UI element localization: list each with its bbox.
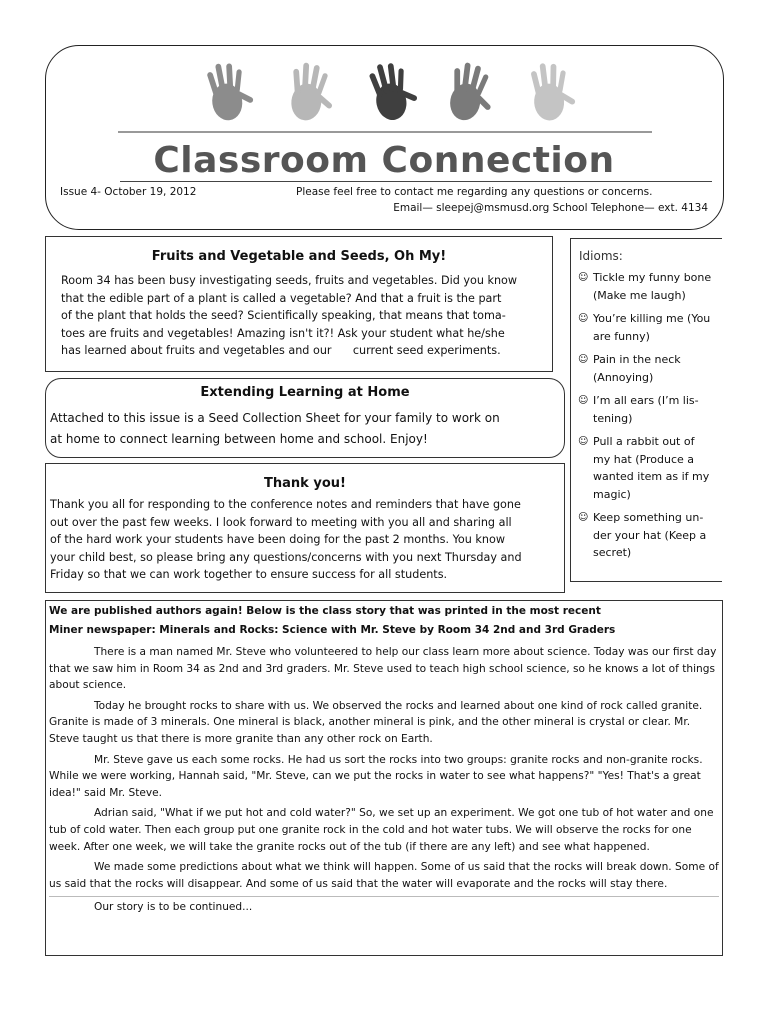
extending-title: Extending Learning at Home — [200, 385, 410, 400]
handprint-icon — [288, 61, 337, 123]
idiom-line: Keep something un- — [593, 511, 704, 524]
idiom-text — [593, 310, 710, 345]
title-divider — [120, 181, 712, 182]
smiley-icon: ☺ — [578, 354, 589, 365]
idiom-line: You’re killing me (You — [593, 312, 711, 325]
contact-note: Please feel free to contact me regarding any questions or concerns. — [296, 186, 653, 198]
idiom-line: (Make me laugh) — [593, 288, 686, 302]
idiom-line: Tickle my funny bone — [593, 271, 712, 284]
story-paragraph: Today he brought rocks to share with us. We observed the rocks and learned about one kind of rock called granite. Granite is made of 3 minerals. One mineral is black, another mineral is pink, and the other mineral is crystal or clear. Mr. Steve taught us that there is more granite than any other rock on Earth. — [49, 699, 703, 745]
story-intro-line-2: Miner newspaper: Minerals and Rocks: Science with Mr. Steve by Room 34 2nd and 3rd Graders — [49, 624, 616, 636]
handprint-icon — [446, 60, 499, 124]
idiom-line: my hat (Produce a — [593, 452, 694, 466]
idiom-line: der your hat (Keep a — [593, 528, 707, 542]
text-line: Attached to this issue is a Seed Collection Sheet for your family to work on — [50, 411, 500, 425]
idiom-item — [571, 269, 722, 304]
thank-you-body — [50, 496, 564, 584]
idiom-item — [571, 509, 722, 562]
idioms-sidebar — [570, 238, 722, 582]
idiom-item — [571, 392, 722, 427]
story-paragraph: Adrian said, "What if we put hot and cold water?" So, we set up an experiment. We got one tub of hot water and one tub of cold water. Then each group put one granite rock in the cold and hot water tubs. We will observe the rocks for one week. After one week, we will take the granite rocks out of the tub (if there are any left) and see what happened. — [49, 807, 714, 853]
smiley-icon: ☺ — [578, 395, 589, 406]
idiom-line: (Annoying) — [593, 370, 654, 384]
smiley-icon: ☺ — [578, 272, 589, 283]
handprints-graphic — [190, 52, 590, 124]
fruits-article — [45, 236, 553, 372]
story-closing: Our story is to be continued... — [49, 896, 719, 916]
smiley-icon: ☺ — [578, 512, 589, 523]
extending-learning-article — [45, 378, 565, 458]
idiom-item — [571, 433, 722, 503]
newsletter-title: Classroom Connection — [153, 140, 615, 181]
smiley-icon: ☺ — [578, 436, 589, 447]
fruits-body — [61, 272, 552, 360]
text-line: at home to connect learning between home and school. Enjoy! — [50, 432, 428, 446]
story-paragraph: There is a man named Mr. Steve who volunteered to help our class learn more about science. Today was our first day that we saw him in Room 34 as 2nd and 3rd graders. Mr. Steve used to teach high school science, so he knows a lot of things about science. — [49, 646, 717, 692]
issue-date: Issue 4- October 19, 2012 — [60, 186, 197, 198]
thank-you-article — [45, 463, 565, 593]
idiom-line: magic) — [593, 487, 631, 501]
text-line: of the hard work your students have been doing for the past 2 months. You know — [50, 533, 505, 547]
idiom-line: are funny) — [593, 329, 650, 343]
class-story-article — [45, 600, 723, 956]
text-line: that the edible part of a plant is called a vegetable? And that a fruit is the part — [61, 291, 502, 305]
header-divider — [118, 131, 652, 133]
idiom-line: Pain in the neck — [593, 353, 681, 366]
idiom-line: secret) — [593, 546, 632, 559]
idiom-line: wanted item as if my — [593, 470, 710, 483]
fruits-title: Fruits and Vegetable and Seeds, Oh My! — [151, 249, 447, 264]
idiom-text — [593, 351, 681, 386]
idiom-text — [593, 433, 709, 503]
idiom-text — [593, 392, 699, 427]
extending-body — [50, 408, 564, 450]
text-line: has learned about fruits and vegetables and our current seed experiments. — [61, 344, 501, 358]
idioms-list — [571, 269, 722, 562]
idiom-text — [593, 509, 706, 562]
idioms-heading: Idioms: — [579, 249, 623, 263]
idiom-line: Pull a rabbit out of — [593, 435, 695, 448]
smiley-icon: ☺ — [578, 313, 589, 324]
story-intro-line-1: We are published authors again! Below is the class story that was printed in the most recent — [49, 605, 601, 617]
handprint-icon — [367, 58, 422, 123]
story-paragraph: We made some predictions about what we think will happen. Some of us said that the rocks will break down. Some of us said that the rocks will disappear. And some of us said that the water will evaporate and the rocks will stay there. — [49, 861, 719, 890]
text-line: out over the past few weeks. I look forward to meeting with you all and sharing all — [50, 515, 512, 529]
text-line: your child best, so please bring any questions/concerns with you next Thursday and — [50, 550, 522, 564]
text-line: of the plant that holds the seed? Scientifically speaking, that means that toma- — [61, 309, 506, 323]
text-line: Thank you all for responding to the conference notes and reminders that have gone — [50, 498, 521, 511]
story-paragraph: Mr. Steve gave us each some rocks. He had us sort the rocks into two groups: granite rocks and non-granite rocks. While we were working, Hannah said, "Mr. Steve, can we put the rocks in water to see what happens?" "Yes! That's a great idea!" said Mr. Steve. — [49, 753, 703, 799]
idiom-line: I’m all ears (I’m lis- — [593, 394, 699, 407]
idiom-item — [571, 310, 722, 345]
text-line: Friday so that we can work together to ensure success for all students. — [50, 568, 448, 582]
handprint-icon — [205, 59, 256, 122]
text-line: Room 34 has been busy investigating seeds, fruits and vegetables. Did you know — [61, 274, 518, 287]
text-line: toes are fruits and vegetables! Amazing isn't it?! Ask your student what he/she — [61, 326, 505, 340]
idiom-text — [593, 269, 711, 304]
handprint-icon — [530, 61, 578, 121]
contact-email: Email— sleepej@msmusd.org School Telephone— ext. 4134 — [393, 202, 708, 214]
idiom-item — [571, 351, 722, 386]
idiom-line: tening) — [593, 411, 633, 425]
thank-you-title: Thank you! — [264, 476, 346, 491]
